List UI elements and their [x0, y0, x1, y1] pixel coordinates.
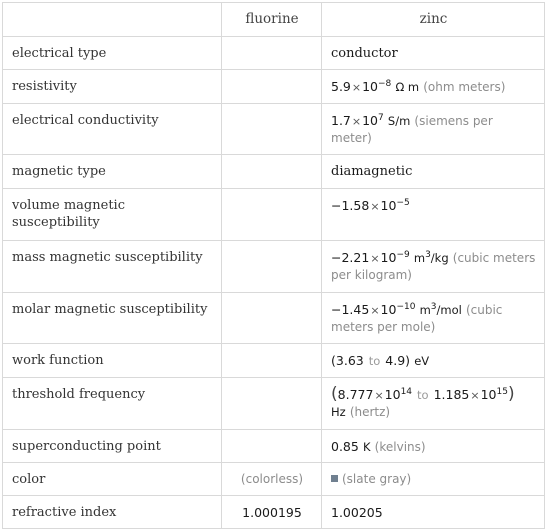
- table-header-row: [3, 3, 545, 37]
- row-label: superconducting point: [3, 430, 222, 463]
- row-color: [3, 463, 545, 496]
- unit: m: [419, 303, 431, 317]
- value: 0.85: [331, 439, 359, 454]
- close-paren: ): [507, 384, 515, 404]
- range-low: 3.63: [335, 353, 364, 368]
- exponent: 7: [378, 113, 384, 123]
- fluorine-value: [222, 155, 322, 189]
- unit-exponent: 3: [430, 302, 437, 312]
- unit-rest: /mol: [436, 303, 462, 317]
- fluorine-value: [222, 241, 322, 293]
- range-low-exponent: 14: [400, 387, 413, 397]
- times-sign: ×: [370, 252, 380, 265]
- row-superconducting-point: [3, 430, 545, 463]
- base: 10: [380, 302, 397, 317]
- unit-name: (kelvins): [374, 440, 426, 454]
- row-label: volume magnetic susceptibility: [3, 189, 222, 241]
- row-label: electrical conductivity: [3, 104, 222, 155]
- row-label: color: [3, 463, 222, 496]
- row-label: work function: [3, 344, 222, 378]
- close-paren: ): [405, 353, 411, 368]
- open-paren: (: [331, 384, 338, 404]
- times-sign: ×: [370, 304, 380, 317]
- times-sign: ×: [351, 81, 362, 94]
- mantissa: −1.45: [331, 302, 370, 317]
- row-threshold-frequency: [3, 378, 545, 430]
- zinc-value: [322, 104, 545, 155]
- unit: Ω m: [395, 80, 420, 94]
- fluorine-value: [222, 104, 322, 155]
- row-work-function: [3, 344, 545, 378]
- value: 1.00205: [331, 505, 383, 520]
- zinc-value: conductor: [322, 37, 545, 70]
- color-name: (slate gray): [342, 472, 412, 486]
- exponent: −5: [396, 198, 410, 208]
- row-label: electrical type: [3, 37, 222, 70]
- value: 1.000195: [242, 505, 302, 520]
- zinc-value: [322, 463, 545, 496]
- header-property: [3, 3, 222, 37]
- unit: m: [413, 251, 426, 265]
- exponent: −9: [396, 250, 410, 260]
- row-refractive-index: [3, 496, 545, 529]
- base: 10: [380, 250, 397, 265]
- unit-name: (cubic meters per mole): [331, 303, 503, 334]
- unit-name: (cubic meters per kilogram): [331, 251, 536, 282]
- row-volume-magnetic-susceptibility: [3, 189, 545, 241]
- range-high-mantissa: 1.185: [433, 387, 470, 402]
- color-name: (colorless): [240, 472, 304, 486]
- row-label: molar magnetic susceptibility: [3, 293, 222, 344]
- unit-name: (ohm meters): [423, 80, 506, 94]
- fluorine-value: [222, 378, 322, 430]
- unit-rest: /kg: [430, 251, 449, 265]
- zinc-value: [322, 496, 545, 529]
- range-high: 4.9: [385, 353, 406, 368]
- fluorine-value: [222, 430, 322, 463]
- times-sign: ×: [470, 389, 480, 402]
- zinc-value: [322, 344, 545, 378]
- fluorine-value: [222, 463, 322, 496]
- row-label: threshold frequency: [3, 378, 222, 430]
- unit-name: (hertz): [349, 405, 391, 419]
- base: 10: [380, 198, 397, 213]
- zinc-value: [322, 70, 545, 104]
- zinc-value: [322, 430, 545, 463]
- row-molar-magnetic-susceptibility: [3, 293, 545, 344]
- unit: K: [362, 440, 371, 454]
- zinc-value: [322, 241, 545, 293]
- times-sign: ×: [351, 115, 362, 128]
- base: 10: [362, 113, 379, 128]
- range-low-mantissa: 8.777: [337, 387, 374, 402]
- row-label: refractive index: [3, 496, 222, 529]
- unit-exponent: 3: [425, 250, 431, 260]
- mantissa: 5.9: [331, 79, 351, 94]
- mantissa: −1.58: [331, 198, 370, 213]
- unit: S/m: [387, 114, 411, 128]
- color-swatch-icon: [331, 475, 338, 482]
- row-magnetic-type: [3, 155, 545, 189]
- fluorine-value: [222, 37, 322, 70]
- zinc-value: [322, 189, 545, 241]
- zinc-value: [322, 293, 545, 344]
- unit: Hz: [331, 405, 346, 419]
- unit-name: (siemens per meter): [331, 114, 493, 145]
- zinc-value: [322, 378, 545, 430]
- fluorine-value: [222, 293, 322, 344]
- open-paren: (: [331, 353, 336, 368]
- range-to: to: [368, 354, 381, 368]
- zinc-value: diamagnetic: [322, 155, 545, 189]
- fluorine-value: [222, 344, 322, 378]
- range-to: to: [417, 388, 429, 402]
- base: 10: [362, 79, 379, 94]
- range-high-exponent: 15: [496, 387, 508, 397]
- times-sign: ×: [370, 200, 380, 213]
- row-resistivity: [3, 70, 545, 104]
- fluorine-value: [222, 70, 322, 104]
- row-electrical-type: [3, 37, 545, 70]
- element-comparison-table: [2, 2, 545, 529]
- fluorine-value: [222, 496, 322, 529]
- row-label: mass magnetic susceptibility: [3, 241, 222, 293]
- unit: eV: [414, 354, 430, 368]
- times-sign: ×: [374, 389, 384, 402]
- base: 10: [480, 387, 497, 402]
- base: 10: [384, 387, 401, 402]
- row-mass-magnetic-susceptibility: [3, 241, 545, 293]
- row-label: resistivity: [3, 70, 222, 104]
- header-zinc: zinc: [322, 3, 545, 37]
- fluorine-value: [222, 189, 322, 241]
- exponent: −10: [396, 302, 416, 312]
- mantissa: 1.7: [331, 113, 351, 128]
- exponent: −8: [378, 79, 392, 89]
- mantissa: −2.21: [331, 250, 370, 265]
- row-label: magnetic type: [3, 155, 222, 189]
- header-fluorine: fluorine: [222, 3, 322, 37]
- row-electrical-conductivity: [3, 104, 545, 155]
